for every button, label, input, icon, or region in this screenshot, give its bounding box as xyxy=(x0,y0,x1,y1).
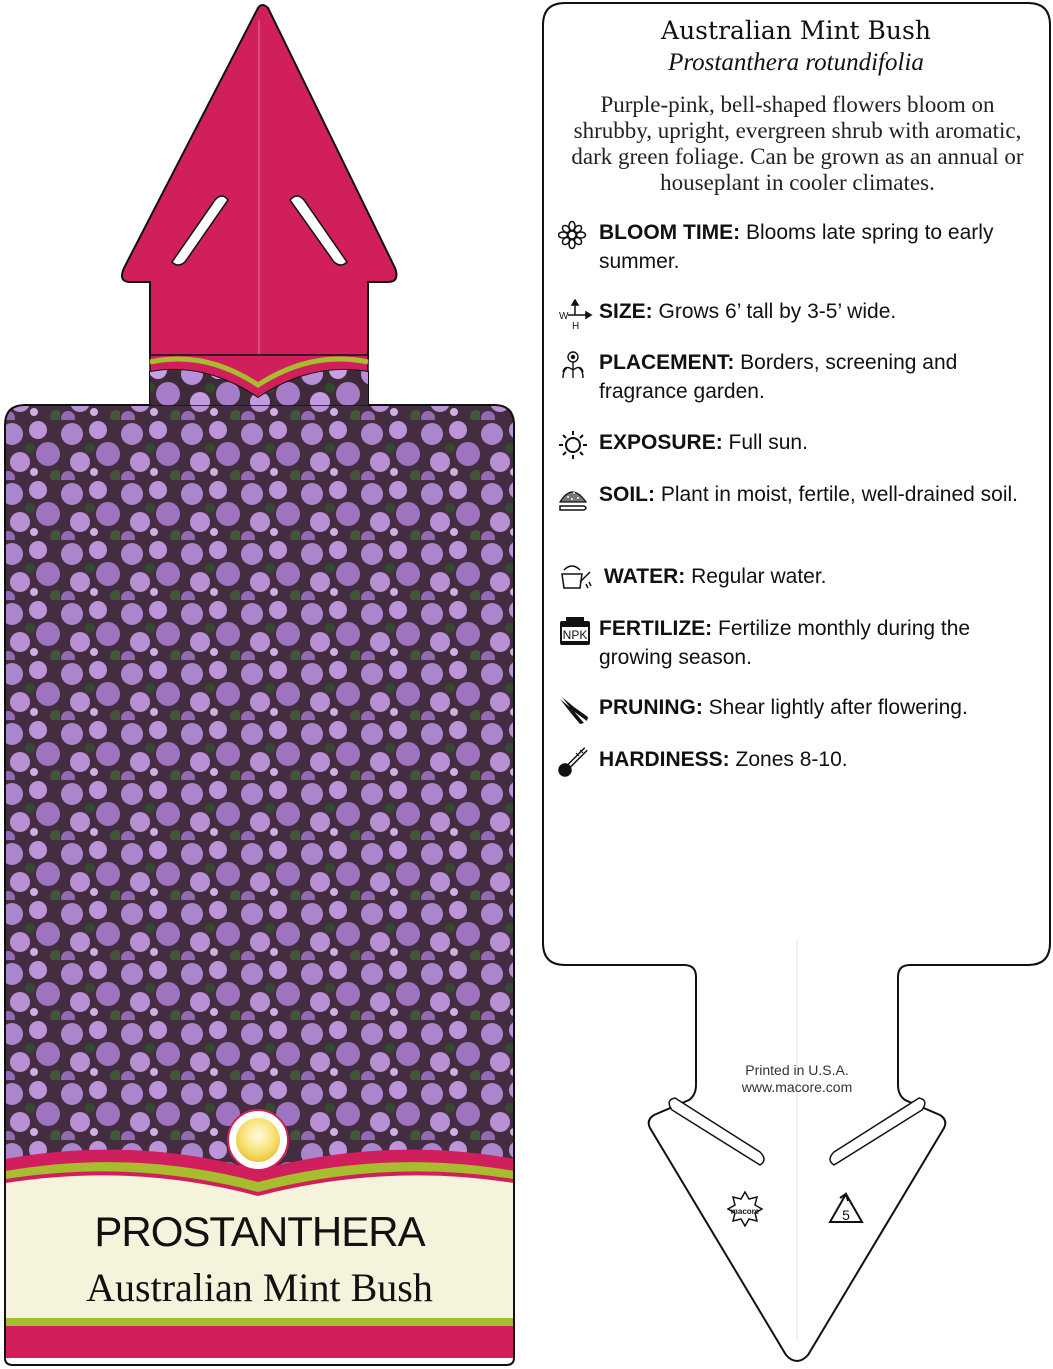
pruning-value: Shear lightly after flowering. xyxy=(702,696,968,719)
fertilize-label: FERTILIZE: xyxy=(599,617,713,640)
back-title: Australian Mint Bush xyxy=(661,16,931,45)
size-label: SIZE: xyxy=(599,300,653,323)
water-label: WATER: xyxy=(604,565,686,588)
water-value: Regular water. xyxy=(685,565,827,588)
svg-text:NPK: NPK xyxy=(562,628,588,642)
hardiness-label: HARDINESS: xyxy=(599,748,730,771)
size-value: Grows 6’ tall by 3-5’ wide. xyxy=(652,300,897,323)
plants-icon xyxy=(558,350,594,380)
printer-info xyxy=(697,1062,897,1096)
plant-description: Purple-pink, bell-shaped flowers bloom on shrubby, upright, evergreen shrub with aromatic, dark green foliage. Can be grown as an annual or houseplant in cooler climates. xyxy=(571,92,1024,195)
bloom-time-value: Blooms late spring to early summer. xyxy=(599,221,994,273)
full-sun-icon xyxy=(236,1118,280,1162)
pruners-icon xyxy=(558,695,594,725)
common-name: Australian Mint Bush xyxy=(86,1265,433,1310)
soil-value: Plant in moist, fertile, well-drained soil. xyxy=(655,483,1018,506)
hardiness-value: Zones 8-10. xyxy=(729,748,848,771)
exposure-label: EXPOSURE: xyxy=(599,431,723,454)
flower-icon xyxy=(558,220,594,250)
attr-exposure xyxy=(558,428,1028,457)
fertilize-value: Fertilize monthly during the growing season. xyxy=(599,617,971,669)
svg-text:macore: macore xyxy=(730,1207,760,1216)
bloom-time-label: BLOOM TIME: xyxy=(599,221,741,244)
soil-icon xyxy=(558,482,594,512)
genus-name: PROSTANTHERA xyxy=(94,1208,425,1255)
website-link: www.macore.com xyxy=(741,1079,853,1095)
attr-soil xyxy=(558,480,1028,509)
placement-value: Borders, screening and fragrance garden. xyxy=(599,351,958,403)
attr-pruning xyxy=(558,693,1028,722)
svg-text:H: H xyxy=(572,321,580,329)
thermometer-icon xyxy=(558,747,594,777)
sun-icon xyxy=(558,430,594,460)
printed-in: Printed in U.S.A. xyxy=(745,1062,849,1078)
attr-size xyxy=(558,297,1028,329)
fertilizer-npk-icon xyxy=(558,616,594,646)
attr-fertilize xyxy=(558,614,1028,672)
watering-can-icon xyxy=(558,564,594,594)
svg-text:W: W xyxy=(559,311,569,322)
latin-name: Prostanthera rotundifolia xyxy=(668,49,924,76)
size-arrows-icon xyxy=(558,299,594,329)
attr-bloom-time xyxy=(558,218,1028,276)
pruning-label: PRUNING: xyxy=(599,696,703,719)
placement-label: PLACEMENT: xyxy=(599,351,735,374)
front-tag xyxy=(0,5,520,1369)
attr-hardiness xyxy=(558,745,1028,774)
soil-label: SOIL: xyxy=(599,483,655,506)
attr-placement xyxy=(558,348,1028,406)
macore-logo xyxy=(728,1192,762,1226)
exposure-value: Full sun. xyxy=(722,431,808,454)
back-tag xyxy=(543,3,1050,1361)
recycle-number: 5 xyxy=(842,1207,850,1223)
attr-water xyxy=(558,562,1028,591)
